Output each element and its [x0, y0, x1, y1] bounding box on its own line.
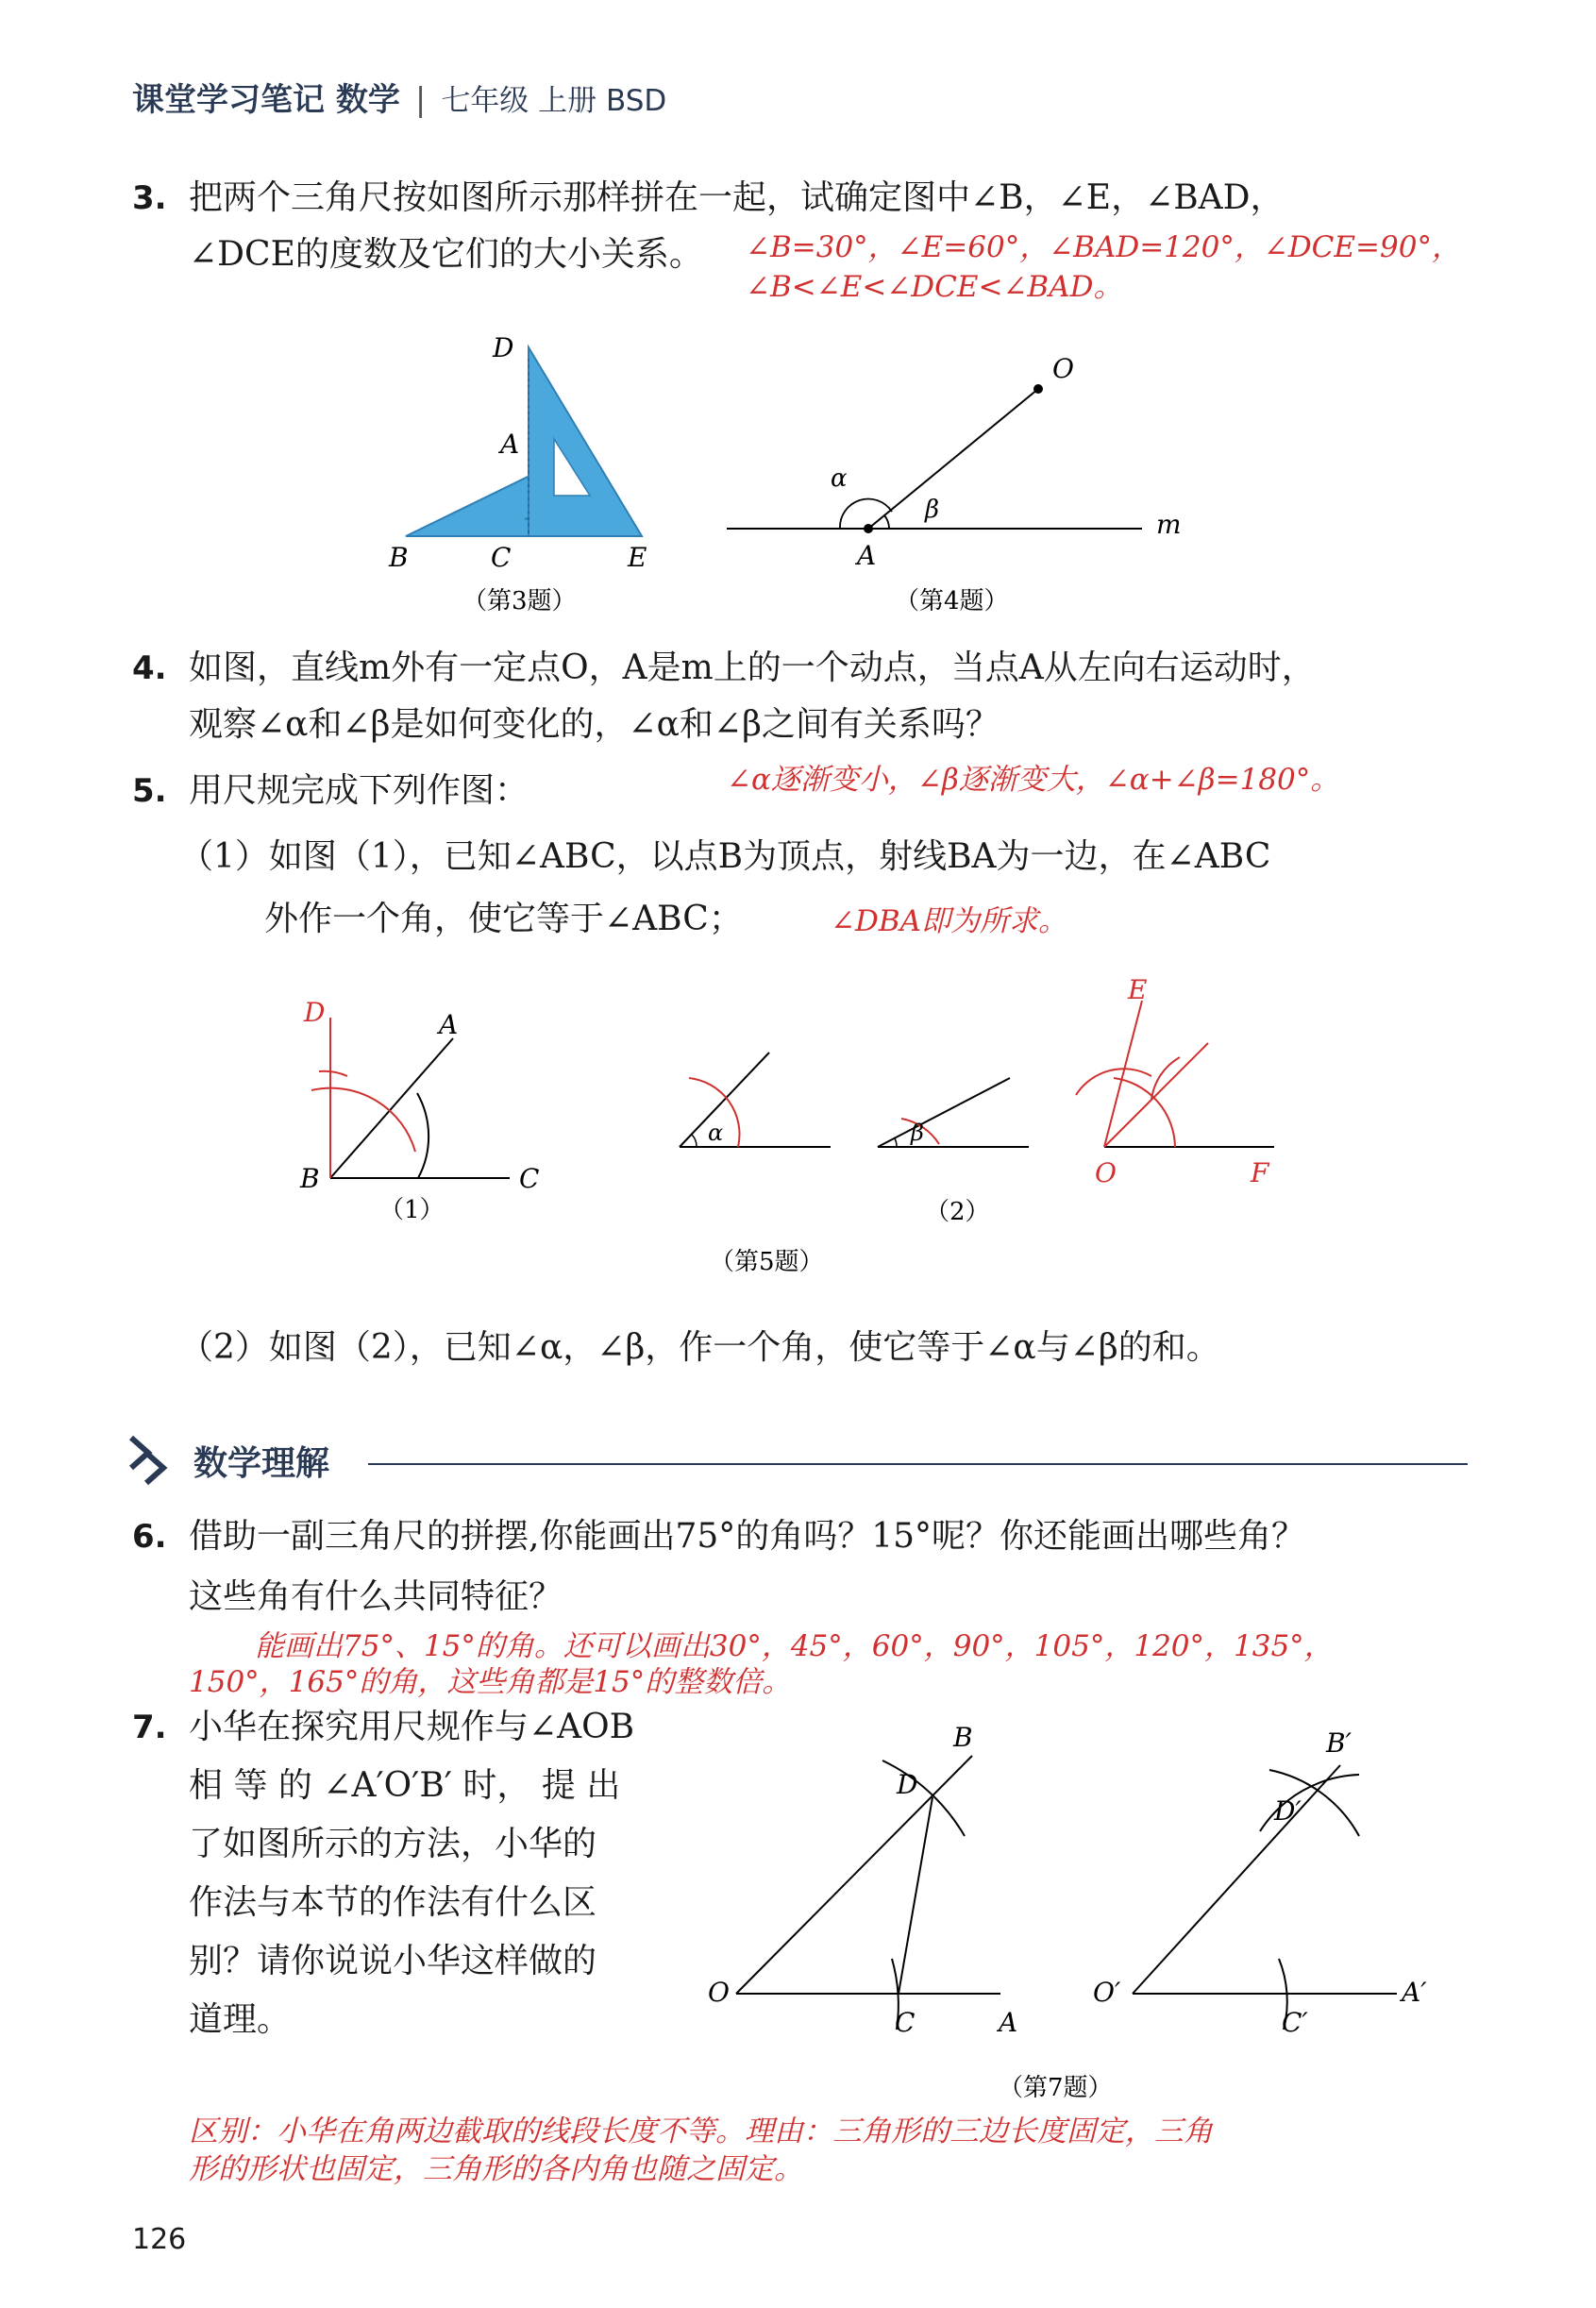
- figure-7-left: [708, 1722, 1017, 2038]
- question-5-number: 5.: [132, 772, 167, 810]
- figure-5-sub1: （1）: [379, 1196, 445, 1224]
- question-6-line1: 借助一副三角尺的拼摆,你能画出75°的角吗？15°呢？你还能画出哪些角？: [189, 1517, 1306, 1556]
- fig7-label-O2: O′: [1093, 1977, 1121, 2008]
- question-6-line2: 这些角有什么共同特征？: [189, 1577, 563, 1616]
- chevron-right-icon: [131, 1438, 148, 1468]
- sum-arc-2: [1076, 1069, 1151, 1095]
- fig5-label-A: A: [439, 1009, 459, 1040]
- fig4-label-O: O: [1052, 353, 1074, 384]
- question-6-number: 6.: [132, 1518, 167, 1556]
- figure-3-caption: （第3题）: [462, 587, 577, 615]
- figure-4-line: [727, 353, 1182, 615]
- question-7-line4: 作法与本节的作法有什么区: [189, 1883, 597, 1922]
- ray-BA: [330, 1038, 453, 1178]
- figure-3-triangles: [388, 332, 647, 615]
- section-title: 数学理解: [193, 1444, 330, 1483]
- figure-5: [274, 974, 1312, 1293]
- fig7-label-A2: A′: [1402, 1977, 1427, 2008]
- alpha-arc: [692, 1135, 697, 1147]
- question-3-line2: ∠DCE的度数及它们的大小关系。: [189, 235, 703, 274]
- question-4-answer: ∠α逐渐变小，∠β逐渐变大，∠α+∠β=180°。: [727, 763, 1340, 797]
- fig3-label-B: B: [389, 542, 409, 573]
- segment-DC: [899, 1797, 932, 1994]
- question-4-line2: 观察∠α和∠β是如何变化的，∠α和∠β之间有关系吗？: [189, 705, 1000, 744]
- fig7-label-C2: C′: [1282, 2007, 1308, 2038]
- angle-alpha-arc: [840, 499, 892, 529]
- angle-beta-arc: [884, 515, 889, 529]
- question-7-answer1: 区别：小华在角两边截取的线段长度不等。理由：三角形的三边长度固定，三角: [189, 2114, 1213, 2148]
- fig4-label-alpha: α: [831, 464, 848, 493]
- header-title: 课堂学习笔记 数学: [132, 81, 400, 119]
- ray-O2B2: [1133, 1765, 1340, 1994]
- construction-arc-1: [311, 1088, 415, 1152]
- figure-5-2: [680, 1053, 1029, 1226]
- question-3-line1: 把两个三角尺按如图所示那样拼在一起，试确定图中∠B，∠E，∠BAD，: [189, 178, 1285, 217]
- question-7-number: 7.: [132, 1709, 167, 1746]
- fig3-label-E: E: [628, 542, 647, 573]
- fig7-label-O: O: [708, 1977, 730, 2008]
- figure-7: [698, 1718, 1472, 2105]
- figure-5-sub2: （2）: [925, 1198, 990, 1226]
- fig7-label-B2: B′: [1326, 1727, 1352, 1759]
- figure-4-caption: （第4题）: [895, 587, 1009, 615]
- question-7-line6: 道理。: [189, 2000, 292, 2039]
- triangle-ruler-right: [529, 347, 642, 536]
- sum-arc-1: [1114, 1078, 1175, 1147]
- page-number: 126: [132, 2223, 187, 2256]
- page-header: [132, 74, 666, 120]
- fig3-label-D: D: [493, 332, 514, 363]
- question-6-answer2: 150°，165°的角，这些角都是15°的整数倍。: [189, 1665, 792, 1699]
- figures-3-4: [359, 330, 1182, 623]
- question-7-line5: 别？请你说说小华这样做的: [189, 1942, 597, 1980]
- header-separator: |: [414, 81, 427, 119]
- fig7-label-D: D: [897, 1769, 918, 1800]
- ray-OB: [736, 1756, 972, 1994]
- figure-7-right: [1093, 1727, 1427, 2038]
- figure-5-sum: [1076, 974, 1274, 1188]
- fig4-label-m: m: [1156, 509, 1182, 540]
- fig7-label-D2: D′: [1274, 1795, 1302, 1827]
- question-5-part2: （2）如图（2），已知∠α，∠β，作一个角，使它等于∠α与∠β的和。: [179, 1328, 1220, 1367]
- fig4-label-beta: β: [925, 496, 940, 524]
- section-header-graphic: [127, 1430, 1477, 1487]
- question-3-number: 3.: [132, 179, 167, 217]
- question-5-intro: 用尺规完成下列作图：: [189, 771, 529, 810]
- fig4-label-A: A: [857, 540, 877, 571]
- ray-mid: [1104, 1043, 1208, 1147]
- segment-AO: [868, 389, 1038, 529]
- chevron-right-icon-2: [146, 1453, 163, 1483]
- alpha-side-2: [680, 1053, 769, 1147]
- sum-arc-3: [1151, 1057, 1180, 1100]
- figure-7-caption: （第7题）: [999, 2074, 1113, 2102]
- fig7-label-C: C: [895, 2007, 916, 2038]
- question-5-part1-line1: （1）如图（1），已知∠ABC，以点B为顶点，射线BA为一边，在∠ABC: [179, 837, 1271, 876]
- fig5-label-C: C: [519, 1163, 540, 1194]
- fig3-label-C: C: [491, 542, 512, 573]
- point-O: [1033, 384, 1043, 394]
- ray-OE: [1104, 1001, 1142, 1147]
- figure-5-1: [299, 997, 539, 1224]
- arc-at-D: [882, 1760, 965, 1836]
- fig5-label-F: F: [1251, 1157, 1269, 1188]
- fig5-label-beta: β: [911, 1120, 924, 1146]
- beta-arc: [895, 1138, 897, 1147]
- fig7-label-B: B: [953, 1722, 973, 1753]
- fig3-label-A: A: [500, 429, 520, 460]
- question-7-line1: 小华在探究用尺规作与∠AOB: [189, 1708, 635, 1746]
- header-subtitle: 七年级 上册 BSD: [441, 84, 667, 118]
- question-4-number: 4.: [132, 649, 167, 687]
- construction-arc-3: [319, 1071, 347, 1076]
- fig5-label-D: D: [304, 997, 326, 1028]
- question-3-answer2: ∠B<∠E<∠DCE<∠BAD。: [746, 270, 1123, 304]
- question-4-line1: 如图，直线m外有一定点O，A是m上的一个动点，当点A从左向右运动时，: [189, 649, 1316, 687]
- question-6-answer1: 能画出75°、15°的角。还可以画出30°，45°，60°，90°，105°，120°，135°，: [255, 1629, 1334, 1663]
- question-5-part1-line2: 外作一个角，使它等于∠ABC；: [264, 900, 743, 938]
- fig7-label-A: A: [999, 2007, 1018, 2038]
- figure-5-caption: （第5题）: [710, 1248, 824, 1276]
- question-7-line3: 了如图所示的方法，小华的: [189, 1825, 597, 1863]
- fig5-label-O: O: [1095, 1157, 1117, 1188]
- fig5-label-alpha: α: [708, 1120, 724, 1146]
- question-7-answer2: 形的形状也固定，三角形的各内角也随之固定。: [189, 2152, 803, 2186]
- question-3-answer1: ∠B=30°，∠E=60°，∠BAD=120°，∠DCE=90°，: [746, 230, 1461, 264]
- fig5-label-B: B: [300, 1163, 320, 1194]
- question-5-answer1: ∠DBA即为所求。: [831, 904, 1067, 938]
- point-A: [864, 524, 873, 533]
- beta-side-2: [878, 1078, 1010, 1147]
- question-7-line2: 相 等 的 ∠A′O′B′ 时， 提 出: [189, 1766, 621, 1805]
- construction-arc-2: [417, 1093, 428, 1178]
- fig5-label-E: E: [1128, 974, 1148, 1005]
